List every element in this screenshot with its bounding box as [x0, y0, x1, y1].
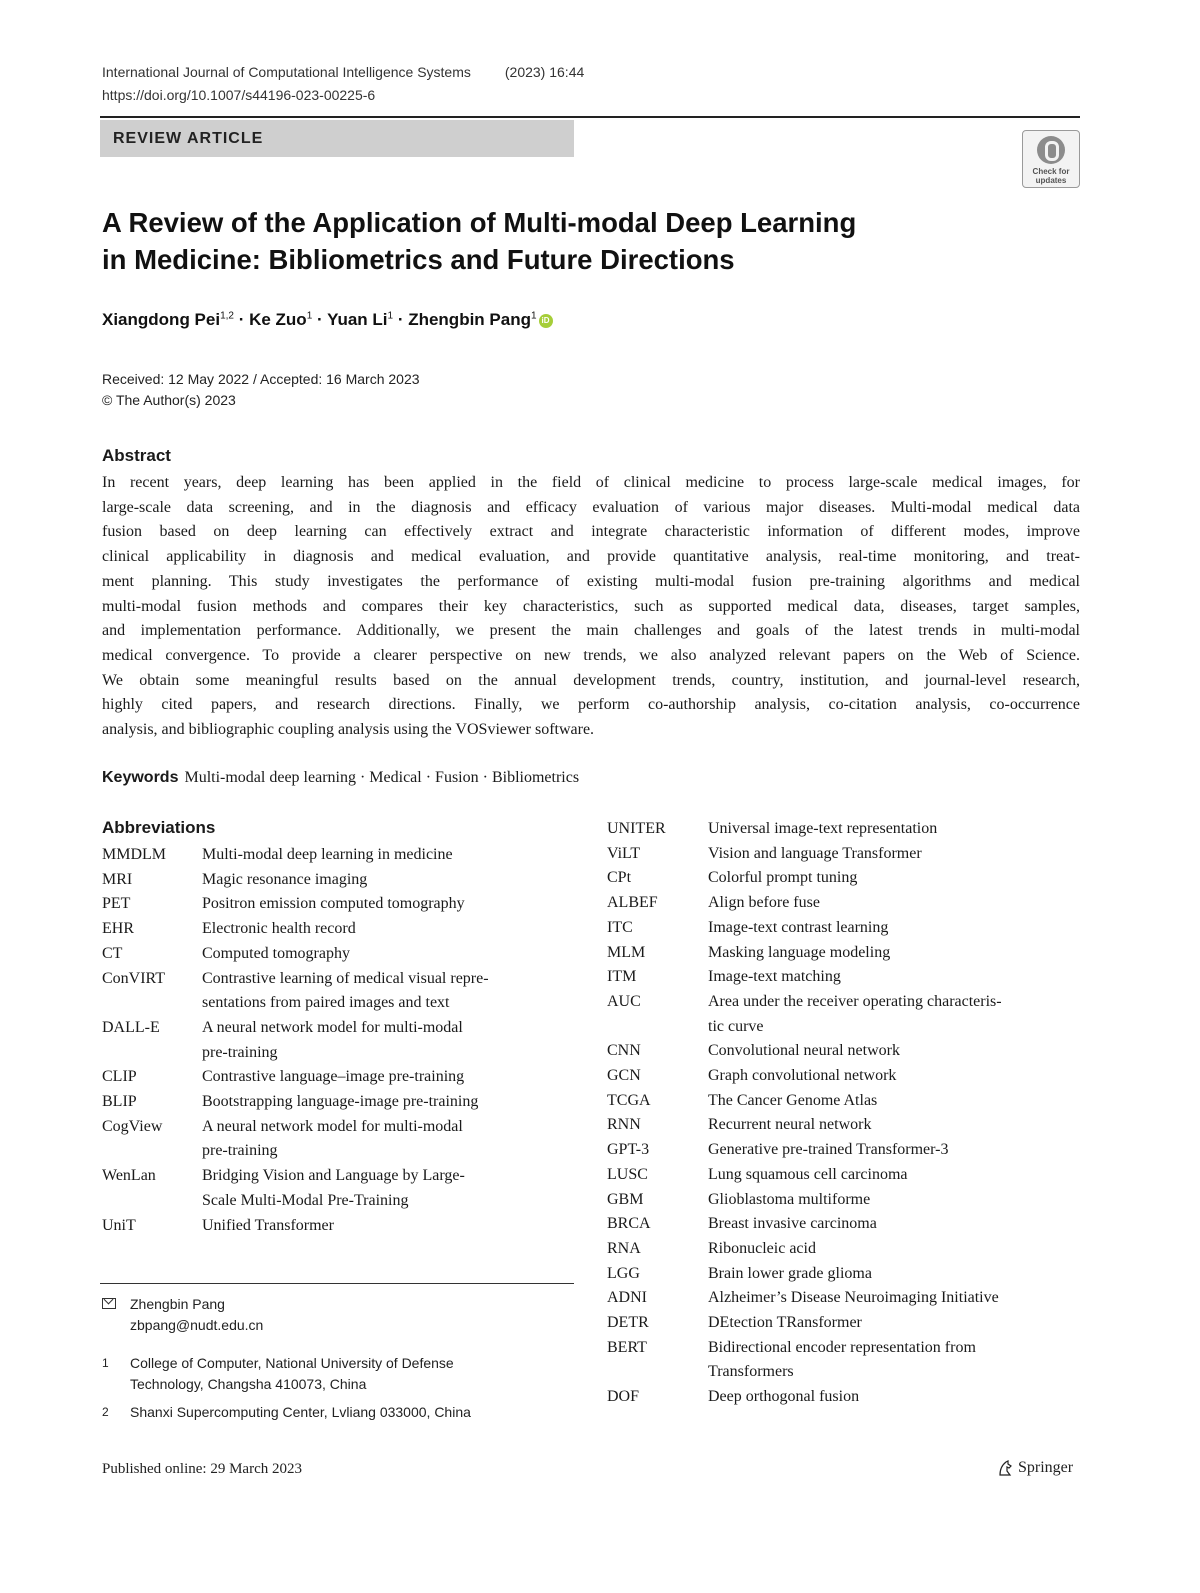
springer-horse-icon — [996, 1459, 1014, 1477]
affiliation-line: College of Computer, National University of Defense — [130, 1355, 454, 1371]
definition-line: Computed tomography — [202, 944, 350, 962]
definition-line: Positron emission computed tomography — [202, 895, 465, 913]
abbreviation-term: PET — [102, 895, 131, 913]
abbreviation-definition — [202, 1016, 574, 1065]
abbreviation-term: UNITER — [607, 820, 666, 837]
abbreviation-definition — [708, 1286, 1082, 1311]
definition-line: Image-text matching — [708, 968, 841, 986]
definition-line: Deep orthogonal fusion — [708, 1388, 860, 1406]
abstract-text — [102, 471, 1080, 743]
abstract-line: clinical applicability in diagnosis and medical evaluation, and provide quantitative analysis, real-time monitoring, and treat- — [102, 548, 1080, 566]
publisher-logo[interactable] — [996, 1459, 1073, 1477]
abstract-line: medical convergence. To provide a clearer perspective on new trends, we also analyzed relevant papers on the Web of Science. — [102, 646, 1080, 664]
definition-line: DEtection TRansformer — [708, 1314, 862, 1332]
abbreviation-row — [607, 817, 1082, 842]
abbreviation-row — [102, 843, 574, 868]
journal-volume: (2023) 16:44 — [504, 64, 585, 80]
abbreviation-row — [607, 1212, 1082, 1237]
definition-line: Breast invasive carcinoma — [708, 1215, 877, 1233]
definition-line: Vision and language Transformer — [708, 844, 922, 862]
abbreviation-term: GPT-3 — [607, 1141, 650, 1159]
abbreviation-row — [102, 1164, 574, 1213]
definition-line: Ribonucleic acid — [708, 1239, 816, 1257]
definition-line: Bridging Vision and Language by Large- — [202, 1167, 465, 1185]
abbreviation-term: CT — [102, 944, 123, 962]
journal-name: International Journal of Computational Intelligence Systems — [102, 64, 471, 80]
abbreviation-term: LUSC — [607, 1165, 648, 1183]
abbreviation-term: ITM — [607, 968, 637, 986]
definition-line: Image-text contrast learning — [708, 918, 889, 936]
abbreviation-term: ConVIRT — [102, 969, 166, 987]
abbreviation-definition — [708, 1113, 1082, 1138]
abbreviation-term: CNN — [607, 1042, 641, 1060]
abbreviation-row — [607, 1138, 1082, 1163]
abbreviation-row — [607, 1188, 1082, 1213]
definition-line: Electronic health record — [202, 920, 356, 938]
abbreviation-term: MRI — [102, 870, 133, 888]
abbreviation-definition — [708, 1138, 1082, 1163]
definition-line: A neural network model for multi-modal — [202, 1117, 463, 1135]
abstract-line: fusion based on deep learning can effectively extract and integrate characteristic information of different modes, improve — [102, 523, 1080, 541]
definition-line: Colorful prompt tuning — [708, 869, 858, 887]
definition-line: Align before fuse — [708, 894, 820, 912]
abbreviation-term: CPt — [607, 869, 632, 887]
abbreviation-row — [607, 1262, 1082, 1287]
definition-line: Bidirectional encoder representation from — [708, 1338, 976, 1356]
abbreviation-term: EHR — [102, 920, 134, 938]
abbreviation-term: CogView — [102, 1117, 163, 1135]
abbreviation-definition — [708, 1311, 1082, 1336]
abbreviation-row — [607, 1311, 1082, 1336]
abbreviation-term: GBM — [607, 1190, 644, 1208]
abbreviation-term: MMDLM — [102, 846, 167, 863]
abbreviation-row — [607, 1089, 1082, 1114]
abbreviation-definition — [202, 917, 574, 942]
author-name[interactable]: Yuan Li — [327, 310, 388, 329]
abbreviation-definition — [708, 842, 1082, 867]
author-affiliation-mark: 1 — [530, 310, 537, 322]
mail-icon — [102, 1294, 116, 1315]
abbreviation-row — [607, 866, 1082, 891]
definition-line: Unified Transformer — [202, 1216, 334, 1234]
abbreviation-definition — [708, 1336, 1082, 1385]
definition-line: Brain lower grade glioma — [708, 1264, 872, 1282]
abbreviation-definition — [708, 916, 1082, 941]
definition-line: Multi-modal deep learning in medicine — [202, 846, 453, 863]
abbreviation-row — [607, 1163, 1082, 1188]
abbreviation-row — [102, 1214, 574, 1239]
author-separator: · — [393, 310, 409, 329]
definition-line: pre-training — [202, 1043, 278, 1061]
definition-line: tic curve — [708, 1017, 764, 1035]
definition-line: Contrastive language–image pre-training — [202, 1068, 465, 1086]
abbreviation-definition — [708, 1188, 1082, 1213]
abbreviation-term: UniT — [102, 1216, 136, 1234]
abbreviation-definition — [708, 1163, 1082, 1188]
definition-line: A neural network model for multi-modal — [202, 1018, 463, 1036]
abstract-heading: Abstract — [102, 446, 171, 465]
abbreviation-definition — [202, 967, 574, 1016]
abbreviation-definition — [708, 817, 1082, 842]
check-for-updates-icon[interactable] — [1022, 130, 1080, 188]
abbreviation-term: DOF — [607, 1388, 640, 1406]
abbreviation-term: MLM — [607, 943, 646, 961]
paper-title — [102, 204, 1002, 278]
definition-line: pre-training — [202, 1142, 278, 1160]
abbreviation-definition — [708, 1262, 1082, 1287]
article-type-banner — [100, 120, 574, 157]
abstract-line: ment planning. This study investigates the performance of existing multi-modal fusion pre-training algorithms and medical — [102, 572, 1080, 590]
abbreviation-term: RNN — [607, 1116, 641, 1134]
abbreviation-definition — [708, 990, 1082, 1039]
definition-line: Generative pre-trained Transformer-3 — [708, 1141, 949, 1159]
abbreviation-term: DALL-E — [102, 1018, 160, 1036]
header-rule — [100, 116, 1080, 118]
abbreviation-term: ADNI — [607, 1289, 647, 1307]
abbreviation-row — [607, 891, 1082, 916]
abstract-line: We obtain some meaningful results based on the annual development trends, country, institution, and journal-level research, — [102, 671, 1080, 689]
title-line: in Medicine: Bibliometrics and Future Directions — [102, 244, 735, 275]
definition-line: Area under the receiver operating characteris- — [708, 992, 1002, 1010]
author-name[interactable]: Ke Zuo — [249, 310, 307, 329]
author-separator: · — [233, 310, 250, 329]
abbreviation-definition — [202, 1090, 574, 1115]
abbreviation-term: ITC — [607, 918, 633, 936]
abbreviation-term: LGG — [607, 1264, 640, 1282]
keywords-value: Multi-modal deep learning · Medical · Fusion · Bibliometrics — [184, 769, 580, 786]
author-separator: · — [312, 310, 328, 329]
abbreviations-right-column — [607, 817, 1082, 1410]
abbreviations-left-column — [102, 843, 574, 1238]
abbreviation-definition — [202, 942, 574, 967]
abbreviation-definition — [202, 892, 574, 917]
abbreviation-definition — [708, 1385, 1082, 1410]
abbreviation-row — [102, 868, 574, 893]
abbreviation-definition — [202, 843, 574, 868]
footnote-rule — [100, 1283, 574, 1284]
definition-line: Magic resonance imaging — [202, 870, 368, 888]
abbreviation-row — [102, 917, 574, 942]
journal-header — [102, 64, 584, 80]
affiliation-line: Shanxi Supercomputing Center, Lvliang 033000, China — [130, 1404, 471, 1420]
affiliation — [102, 1353, 454, 1395]
abbreviation-definition — [202, 1065, 574, 1090]
definition-line: Graph convolutional network — [708, 1067, 897, 1085]
author-name[interactable]: Xiangdong Pei — [102, 310, 221, 329]
abbreviations-heading: Abbreviations — [102, 818, 216, 837]
title-line: A Review of the Application of Multi-modal Deep Learning — [102, 207, 857, 238]
corresponding-author — [102, 1294, 263, 1336]
published-online: Published online: 29 March 2023 — [102, 1461, 302, 1477]
abbreviation-definition — [708, 891, 1082, 916]
abstract-line: and implementation performance. Additionally, we present the main challenges and goals of the latest trends in multi-modal — [102, 622, 1080, 640]
abbreviation-row — [607, 965, 1082, 990]
article-type-label: REVIEW ARTICLE — [113, 129, 264, 147]
abbreviation-row — [102, 892, 574, 917]
affiliation-line: Technology, Changsha 410073, China — [130, 1376, 367, 1392]
abbreviation-definition — [708, 866, 1082, 891]
abstract-line: In recent years, deep learning has been applied in the field of clinical medicine to process large-scale medical images, for — [102, 474, 1080, 491]
author-list — [102, 310, 553, 330]
definition-line: Transformers — [708, 1363, 794, 1381]
check-updates-badge — [1037, 136, 1065, 164]
abbreviation-row — [607, 1286, 1082, 1311]
definition-line: Alzheimer’s Disease Neuroimaging Initiative — [708, 1289, 999, 1307]
corresponding-email[interactable]: zbpang@nudt.edu.cn — [130, 1317, 264, 1333]
abbreviation-definition — [708, 1089, 1082, 1114]
abbreviation-term: BERT — [607, 1338, 647, 1356]
received-accepted: Received: 12 May 2022 / Accepted: 16 March 2023 — [102, 371, 420, 387]
abbreviation-row — [102, 942, 574, 967]
definition-line: Bootstrapping language-image pre-training — [202, 1093, 479, 1111]
abbreviation-term: CLIP — [102, 1068, 137, 1086]
abbreviation-row — [607, 941, 1082, 966]
abbreviation-term: WenLan — [102, 1167, 156, 1185]
copyright: © The Author(s) 2023 — [102, 392, 236, 408]
abbreviation-row — [607, 916, 1082, 941]
abbreviation-row — [607, 1237, 1082, 1262]
abbreviation-definition — [708, 1237, 1082, 1262]
abbreviation-row — [102, 1090, 574, 1115]
orcid-icon[interactable]: iD — [539, 314, 553, 328]
abstract-line: highly cited papers, and research directions. Finally, we perform co-authorship analysis, co-citation analysis, co-occurrence — [102, 696, 1080, 714]
publisher-name: Springer — [1018, 1459, 1074, 1476]
abbreviation-term: TCGA — [607, 1091, 651, 1109]
abbreviation-term: AUC — [607, 992, 641, 1010]
abbreviation-row — [607, 842, 1082, 867]
definition-line: Contrastive learning of medical visual repre- — [202, 969, 489, 987]
affiliation-mark: 1 — [102, 1356, 109, 1370]
doi-link[interactable]: https://doi.org/10.1007/s44196-023-00225-6 — [102, 87, 376, 103]
abbreviation-row — [607, 990, 1082, 1039]
abbreviation-row — [102, 1016, 574, 1065]
definition-line: sentations from paired images and text — [202, 994, 450, 1012]
definition-line: Lung squamous cell carcinoma — [708, 1165, 908, 1183]
definition-line: The Cancer Genome Atlas — [708, 1091, 878, 1109]
check-updates-label: Check for updates — [1032, 167, 1070, 185]
abbreviation-row — [607, 1113, 1082, 1138]
author-affiliation-mark: 1 — [387, 310, 394, 322]
definition-line: Glioblastoma multiforme — [708, 1190, 871, 1208]
abbreviation-term: BRCA — [607, 1215, 651, 1233]
abstract-line: multi-modal fusion methods and compares their key characteristics, such as supported medical data, diseases, target samples, — [102, 597, 1080, 615]
abbreviation-definition — [708, 965, 1082, 990]
definition-line: Recurrent neural network — [708, 1116, 872, 1134]
abbreviation-term: RNA — [607, 1239, 641, 1257]
definition-line: Convolutional neural network — [708, 1042, 900, 1060]
article-dates — [102, 369, 420, 411]
abbreviation-definition — [708, 941, 1082, 966]
abbreviation-term: DETR — [607, 1314, 649, 1332]
author-affiliation-mark: 1,2 — [220, 310, 234, 322]
abbreviation-definition — [202, 1115, 574, 1164]
corresponding-name: Zhengbin Pang — [130, 1296, 225, 1312]
abbreviation-definition — [202, 868, 574, 893]
abbreviation-row — [607, 1336, 1082, 1385]
abbreviation-term: BLIP — [102, 1093, 137, 1111]
affiliation-mark: 2 — [102, 1405, 109, 1419]
abstract-line: analysis, and bibliographic coupling analysis using the VOSviewer software. — [102, 721, 595, 739]
abbreviation-definition — [202, 1214, 574, 1239]
abbreviation-row — [102, 967, 574, 1016]
abbreviation-row — [607, 1064, 1082, 1089]
definition-line: Universal image-text representation — [708, 820, 938, 837]
abbreviation-definition — [202, 1164, 574, 1213]
abbreviation-term: ViLT — [607, 844, 641, 862]
keywords-heading: Keywords — [102, 769, 179, 786]
abbreviation-row — [102, 1115, 574, 1164]
author-name[interactable]: Zhengbin Pang — [408, 310, 531, 329]
definition-line: Scale Multi-Modal Pre-Training — [202, 1191, 409, 1209]
affiliation — [102, 1402, 471, 1423]
abbreviation-term: GCN — [607, 1067, 641, 1085]
abbreviation-definition — [708, 1064, 1082, 1089]
abstract-line: large-scale data screening, and in the diagnosis and efficacy evaluation of various major diseases. Multi-modal medical data — [102, 498, 1080, 516]
abbreviation-row — [607, 1385, 1082, 1410]
definition-line: Masking language modeling — [708, 943, 891, 961]
abbreviation-row — [102, 1065, 574, 1090]
abbreviation-row — [607, 1039, 1082, 1064]
abbreviation-definition — [708, 1039, 1082, 1064]
abbreviation-definition — [708, 1212, 1082, 1237]
abbreviation-term: ALBEF — [607, 894, 658, 912]
author-affiliation-mark: 1 — [306, 310, 313, 322]
keywords — [102, 769, 579, 787]
